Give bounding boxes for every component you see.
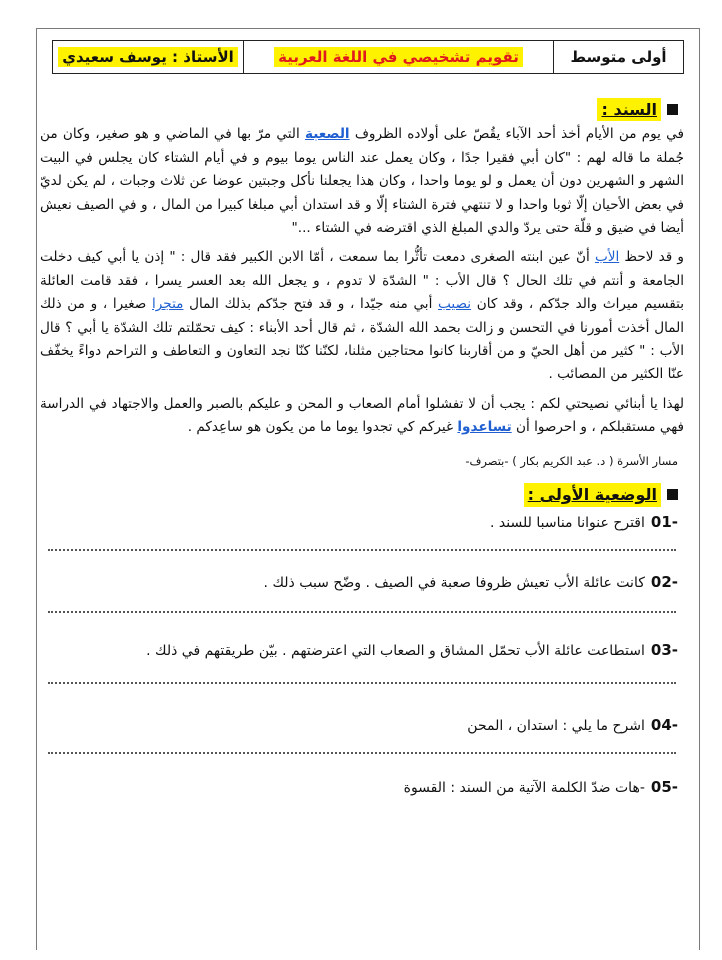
situation-label: الوضعية الأولى : <box>524 483 661 506</box>
header-table <box>52 40 684 74</box>
paragraph-2: و قد لاحظ الأب أنّ عين ابنته الصغرى دمعت تأثُّرا بما سمعت ، أمّا الابن الكبير فقد قال : " إذن يا أبي كيف دخلت الجامعة و أنتم في تلك الحال ؟ قال الأب : " الشدّة لا تدوم ، و يجعل الله بعد العسر يسرا ، فقد قامت العائلة بتقسيم ميراث والد جدّكم ، وقد كان نصيب أبي منه جيّدا ، و قد فتح جدّكم بذلك المال متجرا صغيرا ، و من ذلك المال أخذت أمورنا في التحسن و زالت بحمد الله الشدّة ، ثم قال أحد الأبناء : كيف تحمّلتم تلك الشدّة يا أبي ؟ قال الأب : " كثير من أهل الحيّ و من أقاربنا كانوا محتاجين مثلنا، لكنّنا كنّا نجد التعاون و التعاطف و التراحم دواءً يخفّف عنّا الكثير من المصائب . <box>40 249 685 383</box>
header-teacher-cell <box>53 41 243 73</box>
answer-line[interactable] <box>48 611 676 613</box>
header-teacher: الأستاذ : يوسف سعيدي <box>58 47 238 67</box>
question-number: 04- <box>650 715 678 734</box>
question-number: 05- <box>650 778 678 797</box>
word-highlight: الأب <box>594 249 620 266</box>
square-bullet-icon <box>667 489 678 500</box>
word-highlight: تساعدوا <box>457 419 512 436</box>
question-3 <box>40 639 684 683</box>
word-highlight: متجرا <box>152 296 184 313</box>
answer-line[interactable] <box>48 549 676 551</box>
header-level: أولى متوسط <box>570 48 667 66</box>
text-section-label: السند : <box>597 98 661 121</box>
paragraph-1: في يوم من الأيام أخذ أحد الآباء يقُصّ على أولاده الظروف الصعبة التي مرّ بها في الماضي و هو صغير، وكان من جُملة ما قاله لهم : "كان أبي فقيرا جدًا ، وكان يعمل عند الناس يوما بيوم و في أيام الشتاء كان يجلس في البيت الشهر و الشهرين دون أن يعمل و لو يوما واحدا ، وكان هذا يجعلنا نأكل وجبتين عوضا عن ثلاث وجبات ، لم يكن لديّ في بعض الأحيان إلّا ثوبا واحدا و لا تنتهي فترة الشتاء إلّا و قد استدان أبي مبلغا كبيرا من المال ، و في الصيف نعيش أيضا في ضيق و قلّة حتى يردّ والدي المبلغ الذي اقترضه في الشتاء ..." <box>40 126 684 237</box>
answer-line[interactable] <box>48 682 676 684</box>
question-number: 03- <box>650 641 678 660</box>
question-number: 02- <box>650 572 678 591</box>
situation-section <box>40 483 684 800</box>
question-2 <box>40 571 684 613</box>
content <box>40 98 684 801</box>
question-text: -هات ضدّ الكلمة الآتية من السند : القسوة <box>403 780 645 797</box>
paragraph-3: لهذا يا أبنائي نصيحتي لكم : يجب أن لا تفشلوا أمام الصعاب و المحن و عليكم بالصبر والعمل والاجتهاد في الدراسة فهي مستقبلكم ، و احرصوا أن تساعدوا غيركم كي تجدوا يوما ما من يكون هو ساعِدكم . <box>40 395 684 436</box>
question-1 <box>40 511 684 551</box>
header-title-cell <box>243 41 553 73</box>
question-text: كانت عائلة الأب تعيش ظروفا صعبة في الصيف . وضّح سبب ذلك . <box>263 574 645 591</box>
answer-line[interactable] <box>48 752 676 754</box>
source-citation: مسار الأسرة ( د. عبد الكريم بكار ) -بتصرف- <box>465 453 678 468</box>
question-4 <box>40 714 684 754</box>
question-number: 01- <box>650 512 678 531</box>
situation-heading <box>40 483 678 506</box>
text-section-heading <box>40 98 678 121</box>
question-text: استطاعت عائلة الأب تحمّل المشاق و الصعاب التي اعترضتهم . بيّن طريقتهم في ذلك . <box>146 643 645 660</box>
word-highlight: نصيب <box>438 296 472 313</box>
header-title: تقويم تشخيصي في اللغة العربية <box>274 47 523 67</box>
word-highlight: الصعبة <box>304 126 350 143</box>
question-5 <box>40 776 684 800</box>
question-text: اقترح عنوانا مناسبا للسند . <box>490 514 645 531</box>
question-text: اشرح ما يلي : استدان ، المحن <box>467 717 645 734</box>
square-bullet-icon <box>667 104 678 115</box>
header-level-cell <box>553 41 683 73</box>
